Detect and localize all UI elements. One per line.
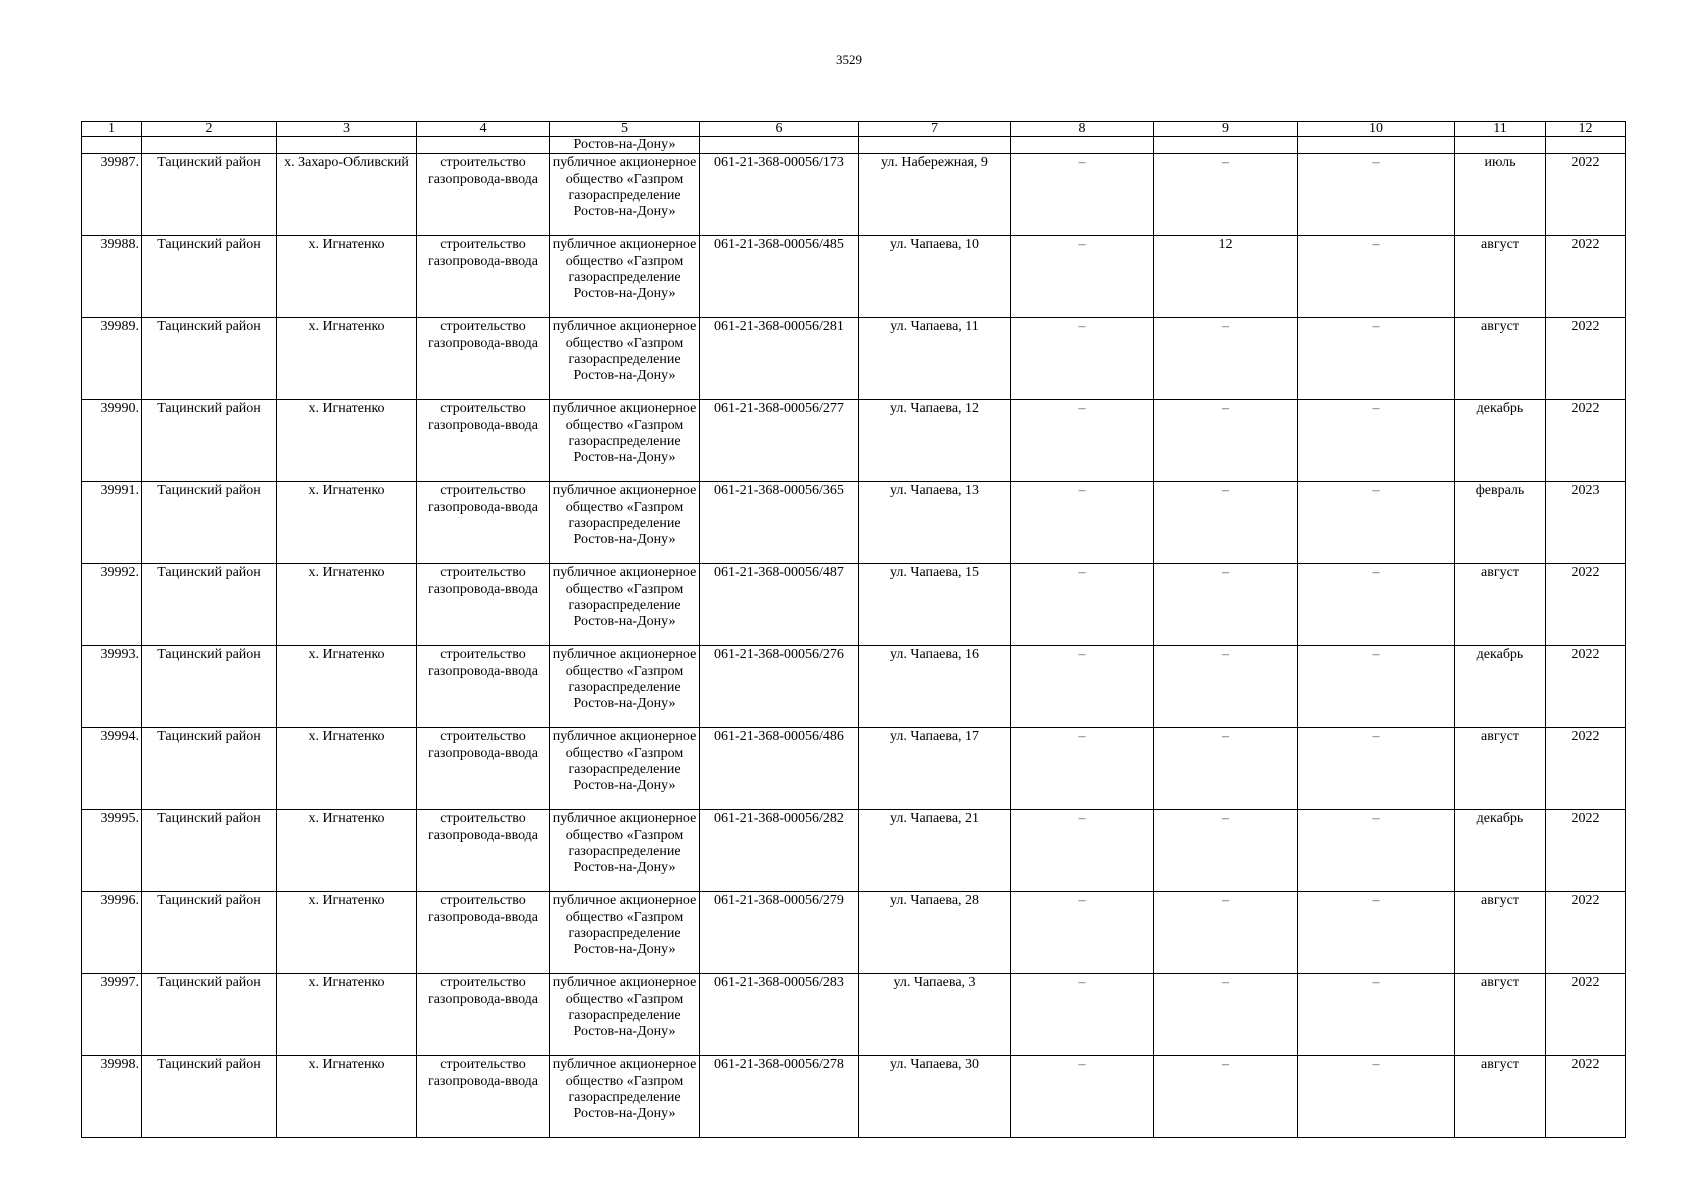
col-8-cell: – (1011, 810, 1154, 892)
continuation-cell: Ростов-на-Дону» (550, 137, 700, 154)
continuation-cell (1546, 137, 1626, 154)
col-9-cell: 12 (1154, 236, 1298, 318)
year-cell: 2022 (1546, 564, 1626, 646)
continuation-cell (859, 137, 1011, 154)
row-number-cell: 39990. (82, 400, 142, 482)
address-cell: ул. Чапаева, 10 (859, 236, 1011, 318)
registry-number-cell: 061-21-368-00056/281 (700, 318, 859, 400)
work-type-cell: строительство газопровода-ввода (417, 154, 550, 236)
settlement-cell: х. Игнатенко (277, 482, 417, 564)
district-cell: Тацинский район (142, 482, 277, 564)
month-cell: август (1455, 564, 1546, 646)
table-row (82, 236, 1626, 318)
col-10-cell: – (1298, 154, 1455, 236)
continuation-cell (417, 137, 550, 154)
organization-cell: публичное акционерное общество «Газпром газораспределение Ростов-на-Дону» (550, 564, 700, 646)
col-9-cell: – (1154, 646, 1298, 728)
col-8-cell: – (1011, 728, 1154, 810)
address-cell: ул. Чапаева, 13 (859, 482, 1011, 564)
settlement-cell: х. Игнатенко (277, 646, 417, 728)
column-number: 5 (550, 122, 700, 137)
continuation-cell (700, 137, 859, 154)
column-number: 7 (859, 122, 1011, 137)
district-cell: Тацинский район (142, 892, 277, 974)
row-number-cell: 39994. (82, 728, 142, 810)
month-cell: декабрь (1455, 810, 1546, 892)
row-number-cell: 39993. (82, 646, 142, 728)
continuation-row (82, 137, 1626, 154)
column-number: 12 (1546, 122, 1626, 137)
registry-number-cell: 061-21-368-00056/283 (700, 974, 859, 1056)
col-10-cell: – (1298, 564, 1455, 646)
work-type-cell: строительство газопровода-ввода (417, 564, 550, 646)
address-cell: ул. Чапаева, 15 (859, 564, 1011, 646)
table-row (82, 482, 1626, 564)
column-number: 3 (277, 122, 417, 137)
settlement-cell: х. Игнатенко (277, 728, 417, 810)
col-10-cell: – (1298, 728, 1455, 810)
table-row (82, 400, 1626, 482)
table-row (82, 974, 1626, 1056)
col-9-cell: – (1154, 318, 1298, 400)
table-row (82, 564, 1626, 646)
table-row (82, 154, 1626, 236)
col-8-cell: – (1011, 564, 1154, 646)
address-cell: ул. Чапаева, 17 (859, 728, 1011, 810)
table-row (82, 892, 1626, 974)
row-number-cell: 39992. (82, 564, 142, 646)
page-number: 3529 (836, 52, 862, 67)
work-type-cell: строительство газопровода-ввода (417, 400, 550, 482)
organization-cell: публичное акционерное общество «Газпром газораспределение Ростов-на-Дону» (550, 892, 700, 974)
year-cell: 2022 (1546, 646, 1626, 728)
table-row (82, 728, 1626, 810)
month-cell: август (1455, 974, 1546, 1056)
settlement-cell: х. Игнатенко (277, 400, 417, 482)
address-cell: ул. Чапаева, 3 (859, 974, 1011, 1056)
col-9-cell: – (1154, 810, 1298, 892)
year-cell: 2022 (1546, 728, 1626, 810)
month-cell: август (1455, 318, 1546, 400)
month-cell: февраль (1455, 482, 1546, 564)
work-type-cell: строительство газопровода-ввода (417, 810, 550, 892)
col-8-cell: – (1011, 892, 1154, 974)
col-9-cell: – (1154, 974, 1298, 1056)
col-9-cell: – (1154, 892, 1298, 974)
month-cell: июль (1455, 154, 1546, 236)
year-cell: 2022 (1546, 1056, 1626, 1138)
row-number-cell: 39997. (82, 974, 142, 1056)
month-cell: август (1455, 892, 1546, 974)
year-cell: 2022 (1546, 318, 1626, 400)
row-number-cell: 39991. (82, 482, 142, 564)
district-cell: Тацинский район (142, 974, 277, 1056)
row-number-cell: 39987. (82, 154, 142, 236)
organization-cell: публичное акционерное общество «Газпром газораспределение Ростов-на-Дону» (550, 482, 700, 564)
row-number-cell: 39996. (82, 892, 142, 974)
col-8-cell: – (1011, 236, 1154, 318)
organization-cell: публичное акционерное общество «Газпром газораспределение Ростов-на-Дону» (550, 318, 700, 400)
district-cell: Тацинский район (142, 154, 277, 236)
col-10-cell: – (1298, 318, 1455, 400)
organization-cell: публичное акционерное общество «Газпром газораспределение Ростов-на-Дону» (550, 1056, 700, 1138)
month-cell: август (1455, 236, 1546, 318)
organization-cell: публичное акционерное общество «Газпром газораспределение Ростов-на-Дону» (550, 974, 700, 1056)
work-type-cell: строительство газопровода-ввода (417, 318, 550, 400)
address-cell: ул. Чапаева, 21 (859, 810, 1011, 892)
registry-number-cell: 061-21-368-00056/279 (700, 892, 859, 974)
year-cell: 2022 (1546, 154, 1626, 236)
month-cell: август (1455, 728, 1546, 810)
district-cell: Тацинский район (142, 236, 277, 318)
district-cell: Тацинский район (142, 728, 277, 810)
year-cell: 2022 (1546, 892, 1626, 974)
table-row (82, 646, 1626, 728)
month-cell: август (1455, 1056, 1546, 1138)
work-type-cell: строительство газопровода-ввода (417, 974, 550, 1056)
organization-cell: публичное акционерное общество «Газпром газораспределение Ростов-на-Дону» (550, 646, 700, 728)
registry-number-cell: 061-21-368-00056/282 (700, 810, 859, 892)
district-cell: Тацинский район (142, 400, 277, 482)
column-number: 8 (1011, 122, 1154, 137)
work-type-cell: строительство газопровода-ввода (417, 728, 550, 810)
settlement-cell: х. Игнатенко (277, 974, 417, 1056)
col-9-cell: – (1154, 564, 1298, 646)
settlement-cell: х. Игнатенко (277, 892, 417, 974)
month-cell: декабрь (1455, 400, 1546, 482)
col-8-cell: – (1011, 646, 1154, 728)
work-type-cell: строительство газопровода-ввода (417, 236, 550, 318)
col-8-cell: – (1011, 482, 1154, 564)
district-cell: Тацинский район (142, 564, 277, 646)
registry-table (81, 121, 1626, 1138)
registry-number-cell: 061-21-368-00056/486 (700, 728, 859, 810)
row-number-cell: 39989. (82, 318, 142, 400)
col-8-cell: – (1011, 974, 1154, 1056)
settlement-cell: х. Игнатенко (277, 810, 417, 892)
address-cell: ул. Набережная, 9 (859, 154, 1011, 236)
registry-number-cell: 061-21-368-00056/277 (700, 400, 859, 482)
column-number: 1 (82, 122, 142, 137)
address-cell: ул. Чапаева, 16 (859, 646, 1011, 728)
table-body (82, 122, 1626, 1138)
registry-number-cell: 061-21-368-00056/487 (700, 564, 859, 646)
col-8-cell: – (1011, 1056, 1154, 1138)
continuation-cell (1455, 137, 1546, 154)
continuation-cell (1298, 137, 1455, 154)
col-9-cell: – (1154, 154, 1298, 236)
address-cell: ул. Чапаева, 12 (859, 400, 1011, 482)
work-type-cell: строительство газопровода-ввода (417, 646, 550, 728)
settlement-cell: х. Игнатенко (277, 236, 417, 318)
continuation-cell (1154, 137, 1298, 154)
organization-cell: публичное акционерное общество «Газпром газораспределение Ростов-на-Дону» (550, 728, 700, 810)
col-8-cell: – (1011, 318, 1154, 400)
col-10-cell: – (1298, 974, 1455, 1056)
table-row (82, 318, 1626, 400)
table-row (82, 810, 1626, 892)
district-cell: Тацинский район (142, 318, 277, 400)
table-row (82, 1056, 1626, 1138)
year-cell: 2022 (1546, 810, 1626, 892)
work-type-cell: строительство газопровода-ввода (417, 482, 550, 564)
col-10-cell: – (1298, 892, 1455, 974)
address-cell: ул. Чапаева, 11 (859, 318, 1011, 400)
district-cell: Тацинский район (142, 1056, 277, 1138)
district-cell: Тацинский район (142, 646, 277, 728)
registry-number-cell: 061-21-368-00056/278 (700, 1056, 859, 1138)
organization-cell: публичное акционерное общество «Газпром газораспределение Ростов-на-Дону» (550, 810, 700, 892)
address-cell: ул. Чапаева, 30 (859, 1056, 1011, 1138)
col-10-cell: – (1298, 482, 1455, 564)
col-8-cell: – (1011, 400, 1154, 482)
district-cell: Тацинский район (142, 810, 277, 892)
settlement-cell: х. Игнатенко (277, 564, 417, 646)
registry-number-cell: 061-21-368-00056/276 (700, 646, 859, 728)
col-10-cell: – (1298, 646, 1455, 728)
organization-cell: публичное акционерное общество «Газпром газораспределение Ростов-на-Дону» (550, 400, 700, 482)
col-9-cell: – (1154, 482, 1298, 564)
column-number: 6 (700, 122, 859, 137)
col-10-cell: – (1298, 810, 1455, 892)
continuation-cell (142, 137, 277, 154)
work-type-cell: строительство газопровода-ввода (417, 1056, 550, 1138)
col-10-cell: – (1298, 236, 1455, 318)
col-9-cell: – (1154, 400, 1298, 482)
work-type-cell: строительство газопровода-ввода (417, 892, 550, 974)
continuation-cell (82, 137, 142, 154)
col-8-cell: – (1011, 154, 1154, 236)
organization-cell: публичное акционерное общество «Газпром газораспределение Ростов-на-Дону» (550, 236, 700, 318)
column-number: 2 (142, 122, 277, 137)
row-number-cell: 39988. (82, 236, 142, 318)
column-number: 10 (1298, 122, 1455, 137)
column-number: 9 (1154, 122, 1298, 137)
col-9-cell: – (1154, 1056, 1298, 1138)
organization-cell: публичное акционерное общество «Газпром газораспределение Ростов-на-Дону» (550, 154, 700, 236)
continuation-cell (1011, 137, 1154, 154)
year-cell: 2022 (1546, 974, 1626, 1056)
settlement-cell: х. Захаро-Обливский (277, 154, 417, 236)
col-10-cell: – (1298, 1056, 1455, 1138)
year-cell: 2022 (1546, 236, 1626, 318)
column-number: 4 (417, 122, 550, 137)
continuation-cell (277, 137, 417, 154)
row-number-cell: 39995. (82, 810, 142, 892)
registry-number-cell: 061-21-368-00056/485 (700, 236, 859, 318)
year-cell: 2023 (1546, 482, 1626, 564)
address-cell: ул. Чапаева, 28 (859, 892, 1011, 974)
month-cell: декабрь (1455, 646, 1546, 728)
registry-number-cell: 061-21-368-00056/365 (700, 482, 859, 564)
column-number-row (82, 122, 1626, 137)
col-10-cell: – (1298, 400, 1455, 482)
col-9-cell: – (1154, 728, 1298, 810)
settlement-cell: х. Игнатенко (277, 318, 417, 400)
row-number-cell: 39998. (82, 1056, 142, 1138)
registry-number-cell: 061-21-368-00056/173 (700, 154, 859, 236)
column-number: 11 (1455, 122, 1546, 137)
settlement-cell: х. Игнатенко (277, 1056, 417, 1138)
year-cell: 2022 (1546, 400, 1626, 482)
